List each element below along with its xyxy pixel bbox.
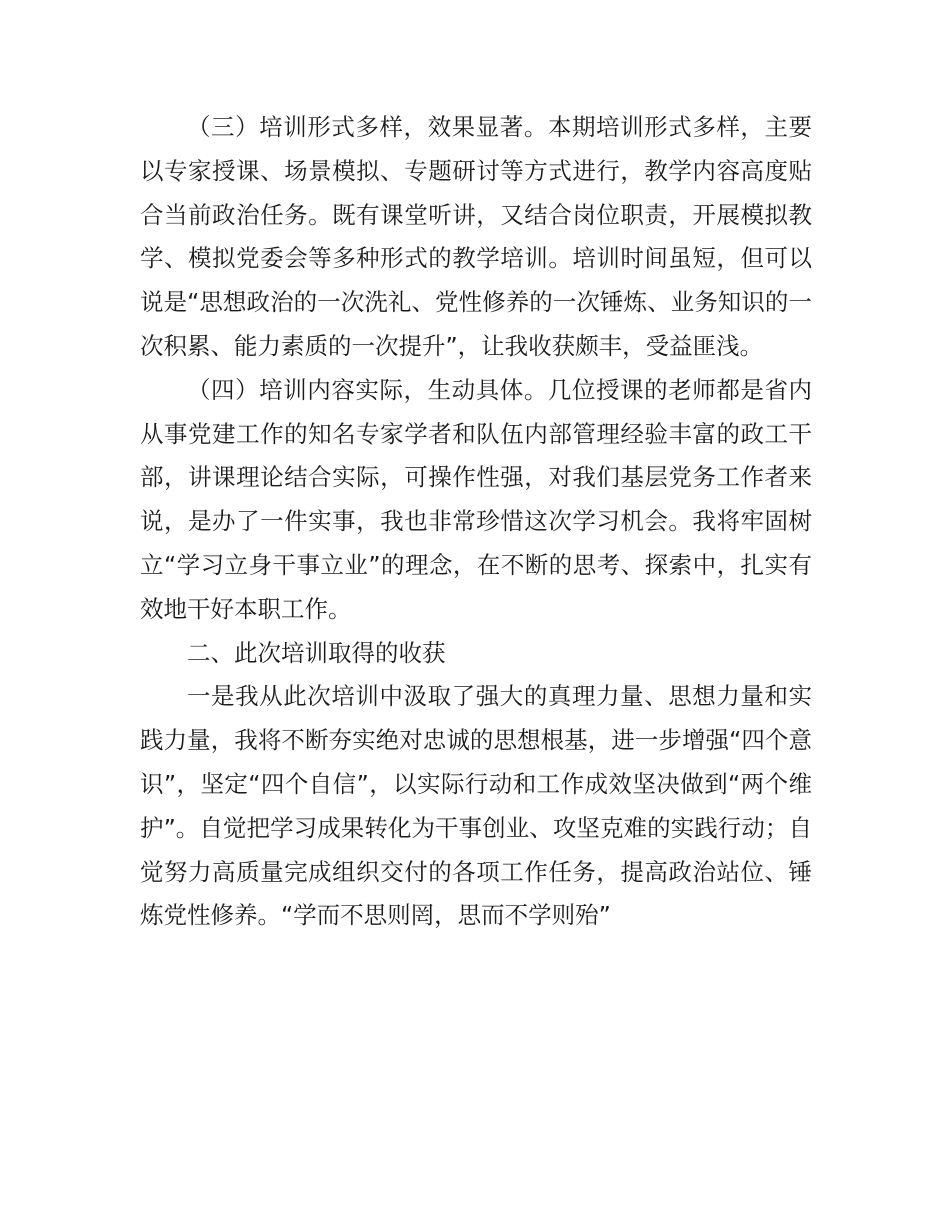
section-heading-gains: 二、此次培训取得的收获 bbox=[187, 638, 446, 667]
paragraph-training-content: （四）培训内容实际，生动具体。几位授课的老师都是省内从事党建工作的知名专家学者和队伍内部管理经验丰富的政工干部，讲课理论结合实际，可操作性强，对我们基层党务工作者来说，是办了一件实事，我也非常珍惜这次学习机会。我将牢固树立“学习立身干事立业”的理念，在不断的思考、探索中，扎实有效地干好本职工作。 bbox=[140, 375, 812, 623]
paragraph-gains-first: 一是我从此次培训中汲取了强大的真理力量、思想力量和实践力量，我将不断夯实绝对忠诚的思想根基，进一步增强“四个意识”，坚定“四个自信”，以实际行动和工作成效坚决做到“两个维护”。自觉把学习成果转化为干事创业、攻坚克难的实践行动；自觉努力高质量完成组织交付的各项工作任务，提高政治站位、锤炼党性修养。“学而不思则罔，思而不学则殆” bbox=[140, 682, 812, 930]
paragraph-training-format: （三）培训形式多样，效果显著。本期培训形式多样，主要以专家授课、场景模拟、专题研讨等方式进行，教学内容高度贴合当前政治任务。既有课堂听讲，又结合岗位职责，开展模拟教学、模拟党委会等多种形式的教学培训。培训时间虽短，但可以说是“思想政治的一次洗礼、党性修养的一次锤炼、业务知识的一次积累、能力素质的一次提升”，让我收获颇丰，受益匪浅。 bbox=[140, 113, 812, 360]
document-body bbox=[140, 106, 812, 938]
